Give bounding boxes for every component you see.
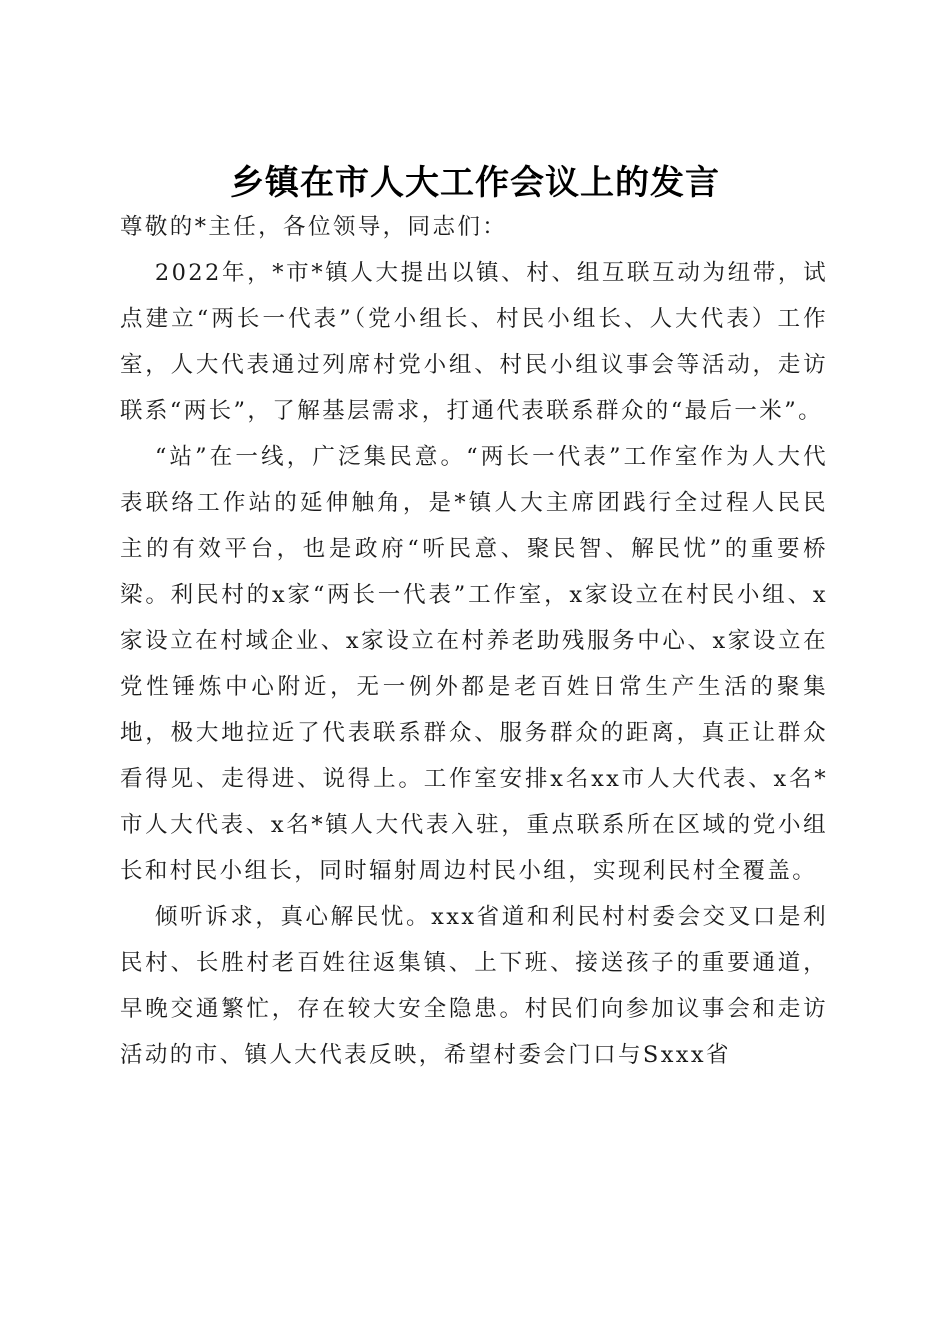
salutation: 尊敬的*主任，各位领导，同志们： xyxy=(120,214,508,240)
paragraph-station: “站”在一线，广泛集民意。“两长一代表”工作室作为人大代表联络工作站的延伸触角，是*镇人大主席团践行全过程人民民主的有效平台，也是政府“听民意、聚民智、解民忧”的重要桥梁。利民村的x家“两长一代表”工作室，x家设立在村民小组、x家设立在村域企业、x家设立在村养老助残服务中心、x家设立在党性锤炼中心附近，无一例外都是老百姓日常生产生活的聚集地，极大地拉近了代表联系群众、服务群众的距离，真正让群众看得见、走得进、说得上。工作室安排x名xx市人大代表、x名*市人大代表、x名*镇人大代表入驻，重点联系所在区域的党小组长和村民小组长，同时辐射周边村民小组，实现利民村全覆盖。 xyxy=(120,444,828,884)
paragraph-intro: 2022年，*市*镇人大提出以镇、村、组互联互动为纽带，试点建立“两长一代表”（党小组长、村民小组长、人大代表）工作室，人大代表通过列席村党小组、村民小组议事会等活动，走访联系“两长”，了解基层需求，打通代表联系群众的“最后一米”。 xyxy=(120,260,828,424)
document-body xyxy=(120,204,828,1078)
document-title: 乡镇在市人大工作会议上的发言 xyxy=(230,162,720,203)
paragraph-listen: 倾听诉求，真心解民忧。xxx省道和利民村村委会交叉口是利民村、长胜村老百姓往返集镇、上下班、接送孩子的重要通道，早晚交通繁忙，存在较大安全隐患。村民们向参加议事会和走访活动的市、镇人大代表反映，希望村委会门口与Sxxx省 xyxy=(120,904,828,1068)
